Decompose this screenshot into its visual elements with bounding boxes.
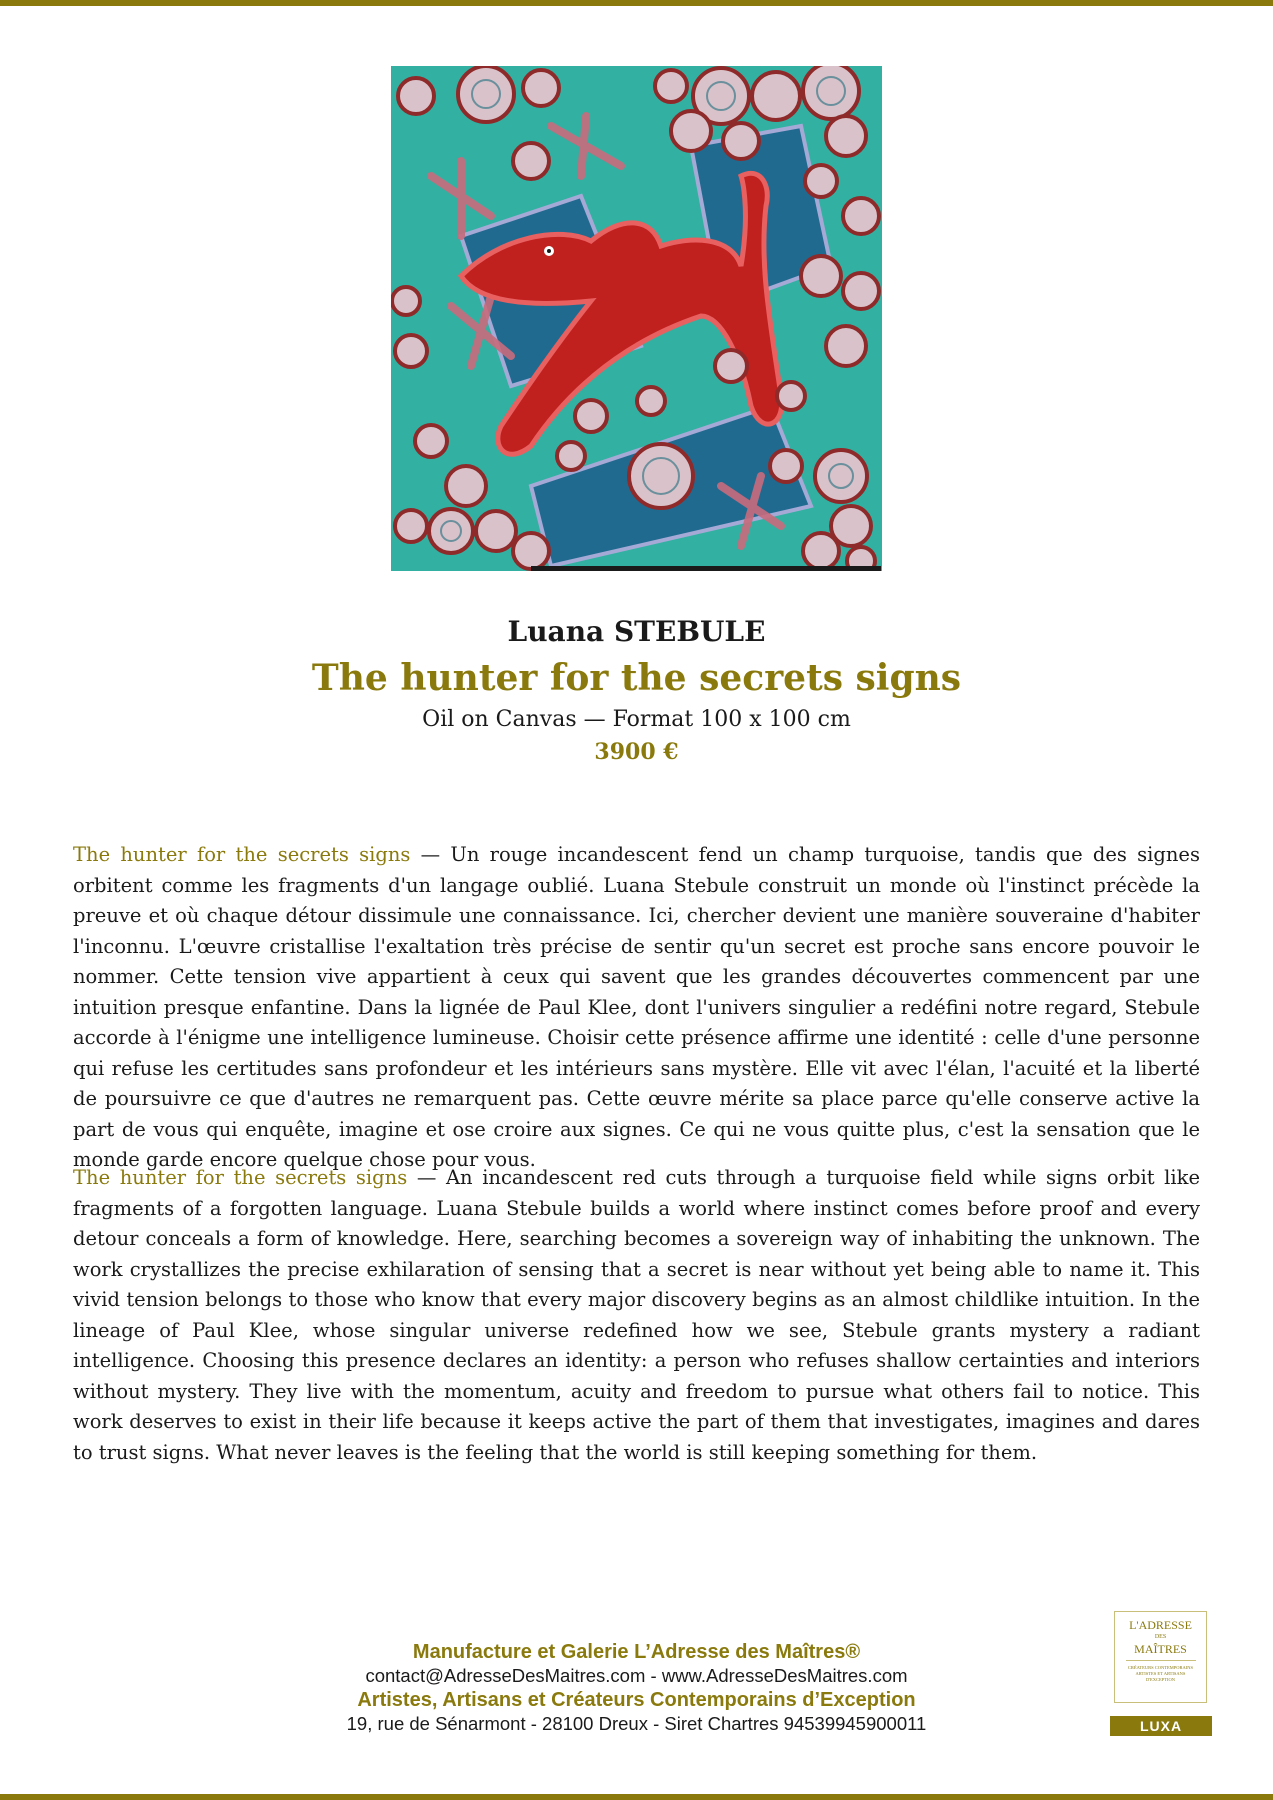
logo-line: ARTISTES ET ARTISANS bbox=[1135, 1671, 1186, 1676]
logo-line: D'EXCEPTION bbox=[1145, 1677, 1176, 1682]
logo-line: CRÉATEURS CONTEMPORAINS bbox=[1127, 1665, 1194, 1670]
description-lead: The hunter for the secrets signs bbox=[73, 843, 411, 866]
logo-line: L'ADRESSE bbox=[1129, 1618, 1192, 1632]
description-text: — Un rouge incandescent fend un champ turquoise, tandis que des signes orbitent comme les fragments d'un langage oublié. Luana Stebule construit un monde où l'instinct précède la preuve et où chaque détour dissimule une connaissance. Ici, chercher devient une manière souveraine d'habiter l'inconnu. L'œuvre cristallise l'exaltation très précise de sentir qu'un secret est proche sans encore pouvoir le nommer. Cette tension vive appartient à ceux qui savent que les grandes découvertes commencent par une intuition presque enfantine. Dans la lignée de Paul Klee, dont l'univers singulier a redéfini notre regard, Stebule accorde à l'énigme une intelligence lumineuse. Choisir cette présence affirme une identité : celle d'une personne qui refuse les certitudes sans profondeur et les intérieurs sans mystère. Elle vit avec l'élan, l'acuité et la liberté de poursuivre ce que d'autres ne remarquent pas. Cette œuvre mérite sa place parce qu'elle conserve active la part de vous qui enquête, imagine et ose croire aux signes. Ce qui ne vous quitte plus, c'est la sensation que le monde garde encore quelque chose pour vous. bbox=[73, 843, 1200, 1171]
gallery-footer bbox=[0, 1640, 1273, 1736]
artwork-image bbox=[391, 66, 882, 571]
description-lead: The hunter for the secrets signs bbox=[73, 1166, 408, 1189]
description-french bbox=[73, 840, 1200, 1176]
logo-line: MAÎTRES bbox=[1134, 1642, 1187, 1656]
logo-line: DES bbox=[1154, 1634, 1167, 1640]
gallery-address: 19, rue de Sénarmont - 28100 Dreux - Siret Chartres 94539945900011 bbox=[346, 1713, 927, 1734]
description-english bbox=[73, 1163, 1200, 1468]
gallery-logo bbox=[1114, 1611, 1207, 1703]
artwork-header bbox=[0, 612, 1273, 768]
artwork-title: The hunter for the secrets signs bbox=[311, 657, 962, 699]
logo-divider bbox=[1126, 1660, 1196, 1661]
artwork-medium: Oil on Canvas — Format 100 x 100 cm bbox=[422, 707, 851, 732]
luxa-badge: LUXA bbox=[1110, 1716, 1212, 1736]
description-text: — An incandescent red cuts through a turquoise field while signs orbit like fragments of a forgotten language. Luana Stebule builds a world where instinct comes before proof and every detour conceals a form of knowledge. Here, searching becomes a sovereign way of inhabiting the unknown. The work crystallizes the precise exhilaration of sensing that a secret is near without yet being able to name it. This vivid tension belongs to those who know that every major discovery begins as an almost childlike intuition. In the lineage of Paul Klee, whose singular universe redefined how we see, Stebule grants mystery a radiant intelligence. Choosing this presence declares an identity: a person who refuses shallow certainties and interiors without mystery. They live with the momentum, acuity and freedom to pursue what others fail to notice. This work deserves to exist in their life because it keeps active the part of them that investigates, imagines and dares to trust signs. What never leaves is the feeling that the world is still keeping something for them. bbox=[73, 1166, 1200, 1464]
gallery-name: Manufacture et Galerie L’Adresse des Maîtres® bbox=[412, 1641, 861, 1663]
painting-illustration bbox=[391, 66, 882, 571]
artist-name: Luana STEBULE bbox=[507, 615, 766, 648]
gallery-contact: contact@AdresseDesMaitres.com - www.AdresseDesMaitres.com bbox=[365, 1665, 908, 1686]
gallery-tagline: Artistes, Artisans et Créateurs Contemporains d’Exception bbox=[357, 1689, 916, 1711]
top-border bbox=[0, 0, 1273, 6]
artwork-price: 3900 € bbox=[594, 739, 679, 765]
bottom-border bbox=[0, 1794, 1273, 1800]
